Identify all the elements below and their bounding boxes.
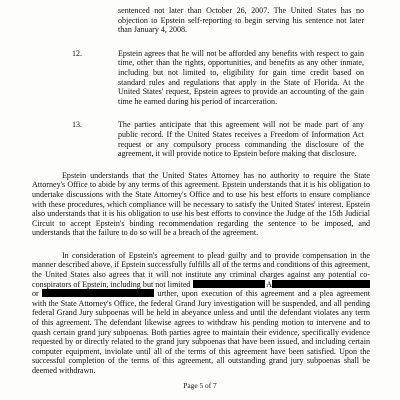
item-number: 12. <box>72 48 83 58</box>
item-text: Epstein agrees that he will not be afforded any benefits with respect to gain time, other than the rights, opportunities, and benefits as any other inmate, including but not limited to, eligibility for gain time credit based on standard rules and regulations that apply in the State of Florida. At the United States' request, Epstein agrees to provide an accounting of the gain time he earned during his period of incarceration. <box>118 48 364 106</box>
numbered-item-13 <box>72 120 364 159</box>
redaction-bar <box>42 289 154 297</box>
paragraph-text-part: A <box>266 279 272 289</box>
page-number: Page 5 of 7 <box>183 381 217 390</box>
paragraph-text-part: In consideration of Epstein's agreement to plead guilty and to provide compensation in the manner described above, if Epstein successfully fulfills all of the terms and conditions of this agreement, the United States also agrees that it will not institute any criminal charges against any potential co-conspirators of Epstein, including but not limited <box>32 250 370 289</box>
intro-continuation: sentenced not later than October 26, 2007. The United States has no objection to Epstein self-reporting to begin serving his sentence not later than January 4, 2008. <box>118 6 364 35</box>
paragraph-text-part: urther, upon execution of this agreement and a plea agreement with the State Attorney's Office, the federal Grand Jury investigation will be suspended, and all pending federal Grand Jury subpoenas will be held in abeyance unless and until the defendant violates any term of this agreement. The defendant likewise agrees to withdraw his pending motion to intervene and to quash certain grand jury subpoenas. Both parties agree to maintain their evidence, specifically evidence requested by or directly related to the grand jury subpoenas that have been issued, and including certain computer equipment, inviolate until all of the terms of this agreement have been satisfied. Upon the successful completion of the terms of this agreement, all outstanding grand jury subpoenas shall be deemed withdrawn. <box>32 289 370 375</box>
redaction-bar <box>193 280 265 288</box>
paragraph-consideration <box>32 251 370 376</box>
paragraph-text-part: or <box>32 289 39 299</box>
item-number: 13. <box>72 120 83 130</box>
item-text: The parties anticipate that this agreement will not be made part of any public record. If the United States receives a Freedom of Information Act request or any compulsory process commanding the disclosure of the agreement, it will provide notice to Epstein before making that disclosure. <box>118 120 364 159</box>
redaction-bar <box>272 280 370 288</box>
paragraph-state-attorney: Epstein understands that the United States Attorney has no authority to require the State Attorney's Office to abide by any terms of this agreement. Epstein understands that it is his obligation to undertake discussions with the State Attorney's Office and to use his best efforts to ensure compliance with these procedures, which compliance will be necessary to satisfy the United States' interest. Epstein also understands that it is his obligation to use his best efforts to convince the Judge of the 15th Judicial Circuit to accept Epstein's binding recommendation regarding the sentence to be imposed, and understands that the failure to do so will be a breach of the agreement. <box>32 170 370 238</box>
numbered-item-12 <box>72 48 364 107</box>
